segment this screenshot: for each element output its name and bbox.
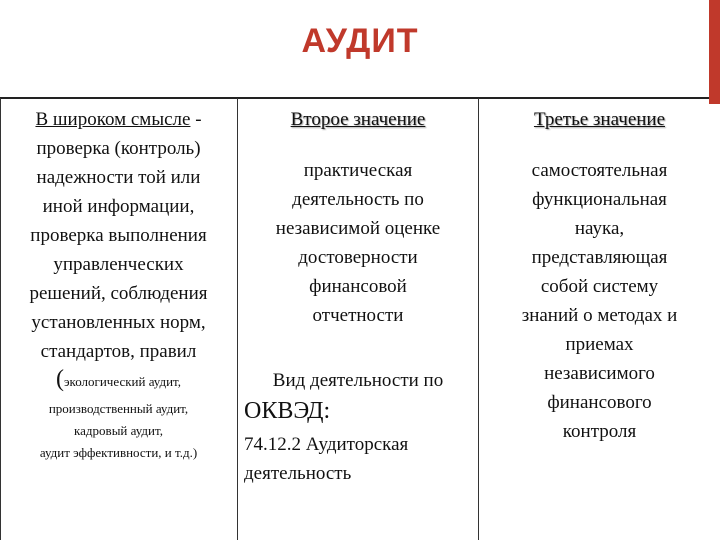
- okved-code: 74.12.2 Аудиторская: [244, 434, 409, 455]
- note-line: кадровый аудит,: [74, 423, 163, 438]
- note-line: производственный аудит,: [48, 401, 189, 416]
- text-line: надежности той или: [36, 167, 201, 188]
- column-heading: Третье значение: [533, 109, 666, 130]
- text-line: функциональная: [532, 189, 667, 210]
- column-third-meaning: [481, 105, 718, 446]
- title-divider: [0, 97, 709, 99]
- text-line: решений, соблюдения: [29, 283, 208, 304]
- text-line: представляющая: [531, 247, 668, 268]
- text-line: финансового: [547, 392, 652, 413]
- column-second-meaning: [240, 105, 476, 488]
- column-divider-left: [0, 98, 1, 540]
- text-line: установленных норм,: [31, 312, 206, 333]
- text-line: контроля: [562, 421, 637, 442]
- text-line: собой систему: [540, 276, 659, 297]
- text-line: управленческих: [53, 254, 184, 275]
- okved-intro: Вид деятельности по: [272, 370, 444, 391]
- slide-title: АУДИТ: [301, 22, 419, 60]
- text-line: финансовой: [309, 276, 407, 297]
- text-line: иной информации,: [42, 196, 195, 217]
- text-line: независимой оценке: [275, 218, 441, 239]
- column-heading: В широком смысле -: [35, 109, 202, 130]
- text-line: практическая: [303, 160, 413, 181]
- note-line: аудит эффективности, и т.д.): [39, 445, 198, 460]
- text-line: деятельность по: [292, 189, 424, 210]
- text-line: стандартов, правил: [40, 341, 197, 362]
- text-line: проверка (контроль): [36, 138, 201, 159]
- text-line: знаний о методах и: [521, 305, 678, 326]
- okved-label: ОКВЭД:: [244, 398, 331, 424]
- text-line: проверка выполнения: [30, 225, 207, 246]
- text-line: независимого: [544, 363, 655, 384]
- column-broad-meaning: [2, 105, 235, 464]
- text-line: отчетности: [312, 305, 404, 326]
- okved-tail: деятельность: [244, 463, 352, 484]
- column-divider-2: [478, 98, 479, 540]
- text-line: приемах: [565, 334, 634, 355]
- column-heading: Второе значение: [290, 109, 426, 130]
- accent-bar: [709, 0, 720, 104]
- text-line: (экологический аудит,: [55, 366, 182, 392]
- text-line: достоверности: [298, 247, 418, 268]
- text-line: самостоятельная: [531, 160, 668, 181]
- text-line: наука,: [574, 218, 625, 239]
- column-divider-1: [237, 98, 238, 540]
